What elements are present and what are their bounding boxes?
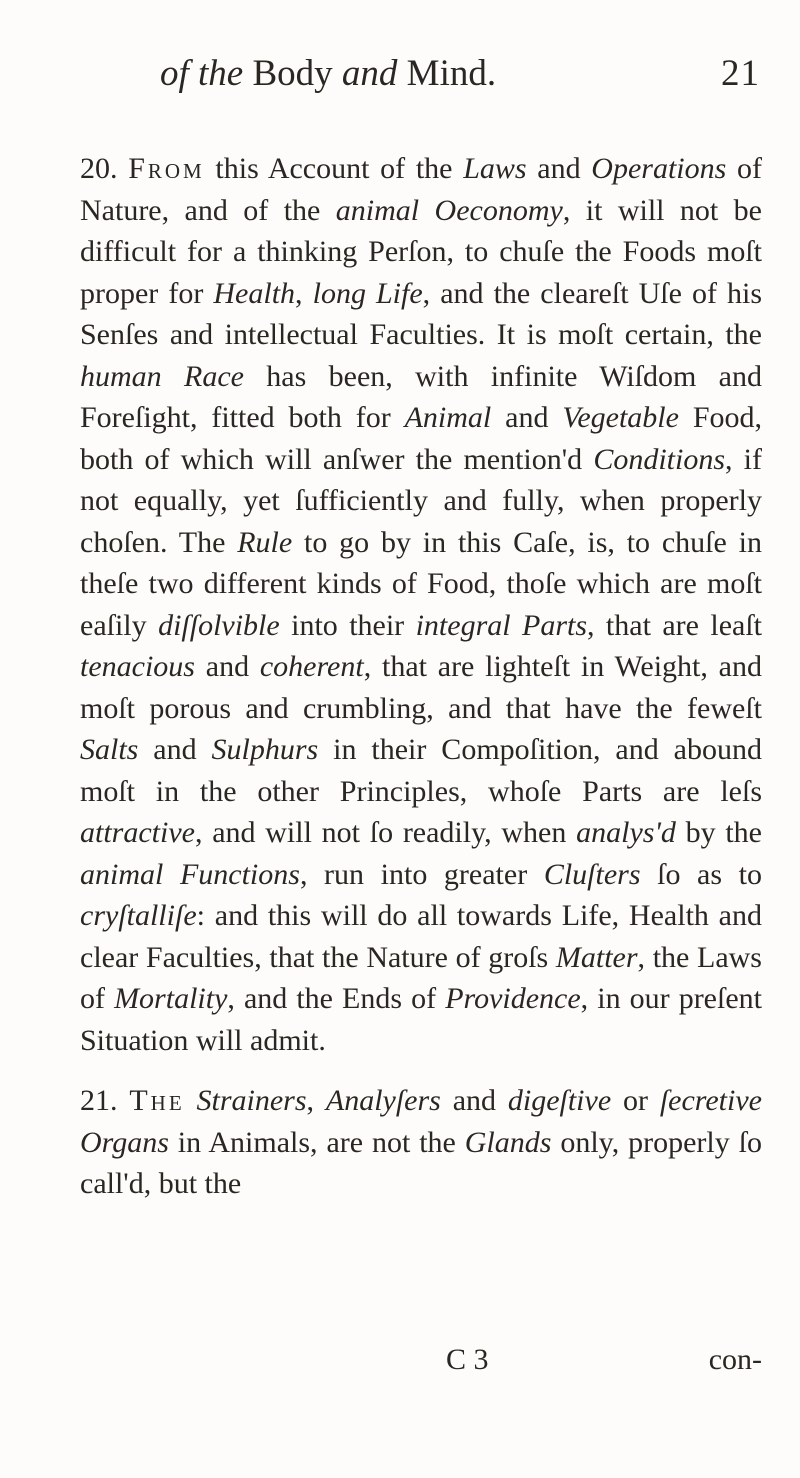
text-span: in their Compoſition, and abound moſt in the other Principles, whoſe Parts are leſs: [80, 733, 762, 808]
text-span: and: [440, 1084, 508, 1117]
text-span: , the Laws of: [80, 940, 762, 1015]
text-span: Operations: [591, 152, 727, 185]
text-span: animal Functions: [80, 857, 300, 891]
text-span: Vegetable: [562, 401, 679, 434]
running-title-italic-1: of the: [160, 53, 244, 94]
running-title: [160, 44, 496, 104]
text-span: , that are leaſt: [587, 608, 762, 642]
paragraph-21: [80, 1080, 762, 1205]
text-span: digeſtive: [507, 1084, 612, 1117]
page-footer: [80, 1338, 762, 1382]
text-span: of Nature, and of the: [80, 152, 762, 227]
text-span: and: [526, 152, 592, 185]
text-span: Matter: [555, 940, 638, 974]
text-span: ,: [295, 276, 313, 310]
text-span: ſo as to: [640, 857, 762, 891]
text-span: and: [138, 733, 212, 766]
signature-mark: C 3: [446, 1343, 489, 1376]
text-span: human Race: [80, 359, 244, 393]
text-span: in Animals, are not the: [168, 1125, 465, 1159]
text-span: by the: [675, 816, 763, 849]
running-title-italic-2: and: [341, 53, 398, 94]
paragraph-number: 21.: [80, 1084, 130, 1117]
text-span: Food, both of which will anſwer the mention'd: [80, 401, 763, 476]
text-span: Providence: [445, 982, 581, 1015]
text-span: , and the Ends of: [227, 982, 446, 1015]
text-span: analys'd: [576, 816, 676, 849]
text-span: has been, with infinite Wiſdom and Foreſight, fitted both for: [80, 359, 762, 434]
running-header: [160, 44, 760, 104]
text-span: long Life: [312, 276, 423, 310]
text-span: Cluſters: [543, 857, 641, 891]
text-span: ſecretive Organs: [80, 1084, 762, 1159]
text-span: or: [611, 1084, 660, 1117]
text-span: animal Oeconomy: [335, 193, 563, 227]
catchword: con-: [708, 1343, 762, 1376]
text-span: Analyſers: [325, 1084, 441, 1117]
text-span: , and the cleareſt Uſe of his Senſes and intellectual Faculties. It is moſt certain, the: [80, 276, 763, 351]
text-span: , it will not be difficult for a thinking Perſon, to chuſe the Foods moſt proper for: [80, 193, 762, 310]
text-span: Laws: [463, 152, 527, 185]
text-span: this Account of the: [204, 152, 464, 185]
text-span: diſſolvible: [158, 608, 280, 642]
text-span: Conditions: [593, 442, 726, 476]
text-span: , in our preſent Situation will admit.: [80, 982, 762, 1057]
text-span: The: [129, 1084, 185, 1117]
text-span: into their: [279, 608, 416, 642]
text-span: Strainers: [196, 1084, 307, 1117]
text-span: : and this will do all towards Life, Health and clear Faculties, that the Nature of groſs: [80, 899, 762, 974]
running-title-roman-2: Mind.: [397, 53, 497, 94]
text-span: Rule: [237, 525, 293, 559]
text-span: , that are lighteſt in Weight, and moſt porous and crumbling, and that have the feweſt: [80, 650, 762, 725]
text-span: and: [491, 401, 563, 434]
text-span: Glands: [464, 1125, 552, 1159]
text-span: to go by in this Caſe, is, to chuſe in theſe two different kinds of Food, thoſe which are moſt eaſily: [80, 525, 762, 642]
running-title-roman-1: Body: [243, 53, 342, 94]
text-span: Health: [213, 276, 296, 310]
body-text: [80, 148, 762, 1205]
text-span: [185, 1084, 197, 1117]
paragraph-20: [80, 148, 762, 1061]
text-span: Animal: [404, 401, 492, 434]
text-span: Mortality: [114, 982, 228, 1015]
text-span: Sulphurs: [211, 733, 319, 766]
text-span: , and will not ſo readily, when: [194, 816, 577, 849]
text-span: attractive: [80, 816, 195, 849]
text-span: , if not equally, yet ſufficiently and fully, when properly choſen. The: [80, 442, 763, 559]
text-span: cryſtalliſe: [80, 899, 197, 932]
text-span: integral Parts: [415, 608, 588, 642]
text-span: , run into greater: [299, 857, 544, 891]
text-span: only, properly ſo call'd, but the: [80, 1125, 762, 1200]
text-span: Salts: [80, 733, 139, 766]
text-span: coherent: [259, 650, 364, 683]
text-span: From: [128, 152, 205, 185]
text-span: tenacious: [80, 650, 195, 683]
text-span: ,: [306, 1084, 326, 1117]
text-span: and: [194, 650, 260, 683]
page-number: 21: [721, 53, 760, 94]
paragraph-number: 20.: [80, 152, 129, 185]
